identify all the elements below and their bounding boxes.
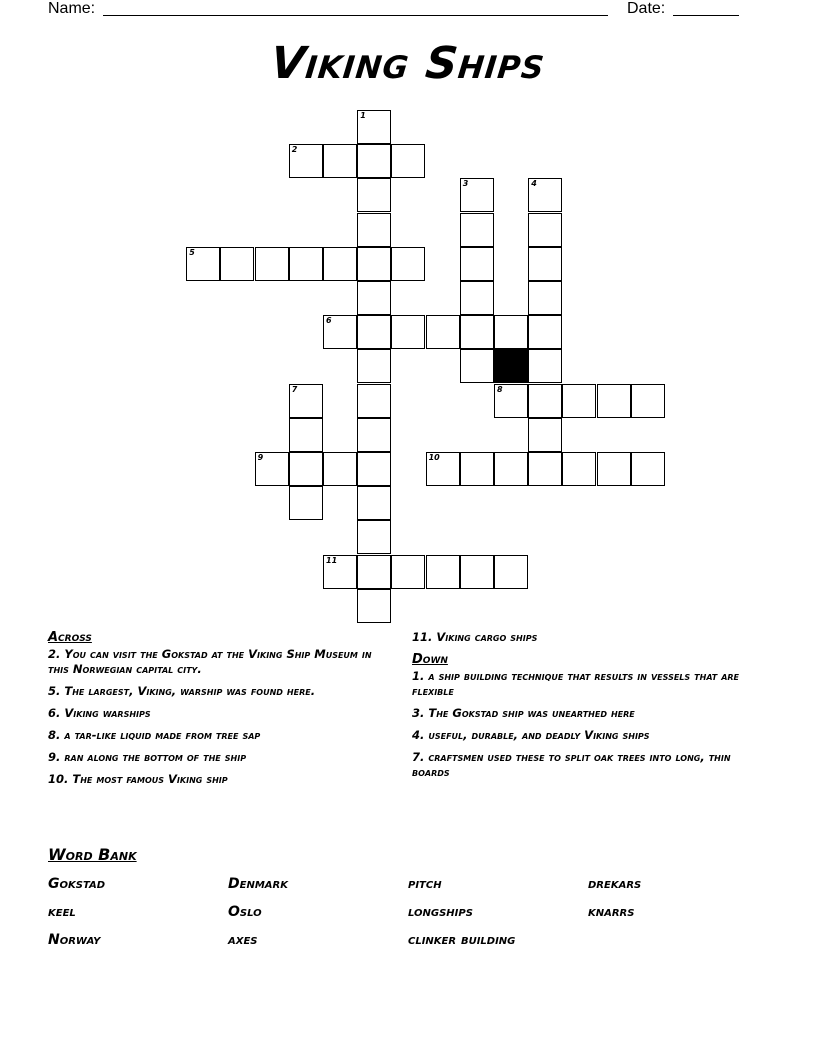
clue-number: 9 xyxy=(257,453,264,462)
grid-cell[interactable] xyxy=(357,349,391,383)
grid-cell[interactable] xyxy=(597,384,631,418)
word-bank-heading: Word Bank xyxy=(48,845,137,864)
grid-cell[interactable] xyxy=(357,315,391,349)
grid-cell[interactable] xyxy=(426,452,460,486)
grid-cell[interactable] xyxy=(357,384,391,418)
grid-cell[interactable] xyxy=(255,247,289,281)
word-bank-item: keel xyxy=(48,904,76,920)
name-label: Name: xyxy=(48,0,96,17)
grid-cell[interactable] xyxy=(289,247,323,281)
grid-cell[interactable] xyxy=(289,384,323,418)
across-clue: 6. Viking warships xyxy=(48,706,151,720)
grid-cell[interactable] xyxy=(426,555,460,589)
clues-right-column xyxy=(412,630,757,787)
grid-cell[interactable] xyxy=(460,349,494,383)
clue-number: 2 xyxy=(291,145,298,155)
grid-cell[interactable] xyxy=(357,144,391,178)
blocked-cell xyxy=(494,349,528,383)
grid-cell[interactable] xyxy=(255,452,289,486)
grid-cell[interactable] xyxy=(494,555,528,589)
grid-cell[interactable] xyxy=(631,452,665,486)
grid-cell[interactable] xyxy=(562,384,596,418)
grid-cell[interactable] xyxy=(186,247,220,281)
clue-number: 3 xyxy=(462,179,469,189)
word-bank-item: pitch xyxy=(408,876,442,892)
grid-cell[interactable] xyxy=(357,247,391,281)
grid-cell[interactable] xyxy=(357,178,391,212)
grid-cell[interactable] xyxy=(357,213,391,247)
grid-cell[interactable] xyxy=(562,452,596,486)
grid-cell[interactable] xyxy=(494,315,528,349)
clue-number: 6 xyxy=(326,316,332,326)
clue-number: 11 xyxy=(326,555,338,565)
grid-cell[interactable] xyxy=(528,418,562,452)
grid-cell[interactable] xyxy=(528,281,562,315)
grid-cell[interactable] xyxy=(528,349,562,383)
across-heading: Across xyxy=(48,630,92,645)
down-heading: Down xyxy=(412,652,448,667)
across-clue: 10. The most famous Viking ship xyxy=(48,772,228,786)
grid-cell[interactable] xyxy=(357,281,391,315)
grid-cell[interactable] xyxy=(289,144,323,178)
clue-number: 8 xyxy=(497,384,503,394)
grid-cell[interactable] xyxy=(289,486,323,520)
across-clue: 11. Viking cargo ships xyxy=(412,630,538,644)
grid-cell[interactable] xyxy=(357,555,391,589)
grid-cell[interactable] xyxy=(357,418,391,452)
grid-cell[interactable] xyxy=(323,452,357,486)
grid-cell[interactable] xyxy=(323,144,357,178)
grid-cell[interactable] xyxy=(460,178,494,212)
grid-cell[interactable] xyxy=(357,486,391,520)
grid-cell[interactable] xyxy=(460,555,494,589)
grid-cell[interactable] xyxy=(220,247,254,281)
clue-number: 10 xyxy=(428,453,440,462)
header xyxy=(48,0,748,20)
down-clue: 1. a ship building technique that results in vessels that are flexible xyxy=(412,669,740,698)
word-bank-item: Oslo xyxy=(228,904,262,920)
grid-cell[interactable] xyxy=(528,247,562,281)
grid-cell[interactable] xyxy=(323,315,357,349)
clues-left-column xyxy=(48,630,393,794)
down-clue: 7. craftsmen used these to split oak trees into long, thin boards xyxy=(412,750,731,779)
word-bank-item: knarrs xyxy=(588,904,635,920)
grid-cell[interactable] xyxy=(289,452,323,486)
across-clue: 9. ran along the bottom of the ship xyxy=(48,750,247,764)
across-clue: 5. The largest, Viking, warship was found here. xyxy=(48,684,316,698)
down-clue: 4. useful, durable, and deadly Viking ships xyxy=(412,728,650,742)
grid-cell[interactable] xyxy=(460,281,494,315)
clue-number: 4 xyxy=(531,179,537,189)
grid-cell[interactable] xyxy=(528,315,562,349)
grid-cell[interactable] xyxy=(357,110,391,144)
grid-cell[interactable] xyxy=(391,247,425,281)
grid-cell[interactable] xyxy=(631,384,665,418)
page-title: Viking Ships xyxy=(268,38,548,89)
grid-cell[interactable] xyxy=(460,247,494,281)
clue-number: 7 xyxy=(291,384,298,394)
date-field[interactable] xyxy=(673,15,739,16)
date-label: Date: xyxy=(627,0,666,17)
across-clue: 8. a tar-like liquid made from tree sap xyxy=(48,728,261,742)
grid-cell[interactable] xyxy=(528,384,562,418)
word-bank-item: Denmark xyxy=(228,876,288,892)
grid-cell[interactable] xyxy=(460,452,494,486)
grid-cell[interactable] xyxy=(357,452,391,486)
name-field[interactable] xyxy=(103,15,608,16)
word-bank-item: longships xyxy=(408,904,473,920)
word-bank-item: clinker building xyxy=(408,932,516,948)
clue-number: 1 xyxy=(360,111,366,120)
grid-cell[interactable] xyxy=(289,418,323,452)
grid-cell[interactable] xyxy=(391,555,425,589)
grid-cell[interactable] xyxy=(597,452,631,486)
grid-cell[interactable] xyxy=(528,452,562,486)
word-bank-item: drekars xyxy=(588,876,642,892)
grid-cell[interactable] xyxy=(494,384,528,418)
grid-cell[interactable] xyxy=(391,144,425,178)
grid-cell[interactable] xyxy=(357,589,391,623)
word-bank-item: Gokstad xyxy=(48,876,106,892)
grid-cell[interactable] xyxy=(323,247,357,281)
grid-cell[interactable] xyxy=(494,452,528,486)
grid-cell[interactable] xyxy=(357,520,391,554)
grid-cell[interactable] xyxy=(528,213,562,247)
grid-cell[interactable] xyxy=(528,178,562,212)
clue-number: 5 xyxy=(189,247,195,257)
word-bank-item: Norway xyxy=(48,932,101,948)
grid-cell[interactable] xyxy=(391,315,425,349)
grid-cell[interactable] xyxy=(323,555,357,589)
down-clue: 3. The Gokstad ship was unearthed here xyxy=(412,706,635,720)
grid-cell[interactable] xyxy=(426,315,460,349)
across-clue: 2. You can visit the Gokstad at the Viking Ship Museum in this Norwegian capital city. xyxy=(48,647,372,676)
grid-cell[interactable] xyxy=(460,315,494,349)
word-bank-item: axes xyxy=(228,932,258,948)
grid-cell[interactable] xyxy=(460,213,494,247)
